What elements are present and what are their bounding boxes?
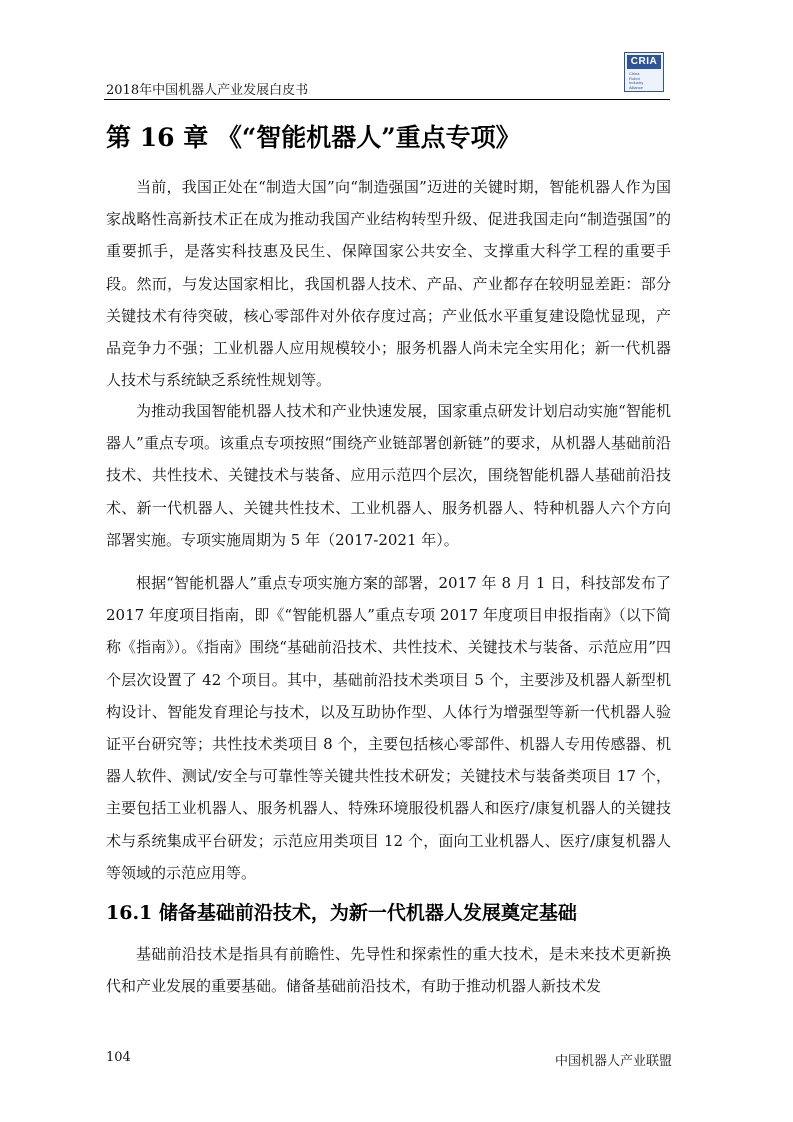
logo-line: Industry: [629, 80, 644, 85]
section-heading: 16.1 储备基础前沿技术，为新一代机器人发展奠定基础: [106, 902, 577, 924]
logo-line: Alliance: [629, 84, 644, 90]
body-paragraph-3: 根据“智能机器人”重点专项实施方案的部署，2017 年 8 月 1 日，科技部发布了 2017 年度项目指南，即《“智能机器人”重点专项 2017 年度项目申报指南》（以下简称《指南》）。《指南》围绕“基础前沿技术、共性技术、关键技术与装备、示范应用”四个层次设置了 42 个项目。其中，基础前沿技术类项目 5 个，主要涉及机器人新型机构设计、智能发育理论与技术，以及互助协作型、人体行为增强型等新一代机器人验证平台研究等；共性技术类项目 8 个，主要包括核心零部件、机器人专用传感器、机器人软件、测试/安全与可靠性等关键共性技术研发；关键技术与装备类项目 17 个，主要包括工业机器人、服务机器人、特殊环境服役机器人和医疗/康复机器人的关键技术与系统集成平台研发；示范应用类项目 12 个，面向工业机器人、医疗/康复机器人等领域的示范应用等。: [106, 574, 671, 882]
body-paragraph-2: 为推动我国智能机器人技术和产业快速发展，国家重点研发计划启动实施“智能机器人”重点专项。该重点专项按照“围绕产业链部署创新链”的要求，从机器人基础前沿技术、共性技术、关键技术与装备、应用示范四个层次，围绕智能机器人基础前沿技术、新一代机器人、关键共性技术、工业机器人、服务机器人、特种机器人六个方向部署实施。专项实施周期为 5 年（2017-2021 年）。: [106, 402, 671, 549]
body-paragraph-1: 当前，我国正处在“制造大国”向“制造强国”迈进的关键时期，智能机器人作为国家战略性高新技术正在成为推动我国产业结构转型升级、促进我国走向“制造强国”的重要抓手，是落实科技惠及民生、保障国家公共安全、支撑重大科学工程的重要手段。然而，与发达国家相比，我国机器人技术、产品、产业都存在较明显差距：部分关键技术有待突破，核心零部件对外依存度过高；产业低水平重复建设隐忧显现，产品竞争力不强；工业机器人应用规模较小；服务机器人尚未完全实用化；新一代机器人技术与系统缺乏系统性规划等。: [106, 178, 671, 390]
section-paragraph: 基础前沿技术是指具有前瞻性、先导性和探索性的重大技术，是未来技术更新换代和产业发展的重要基础。储备基础前沿技术，有助于推动机器人新技术发: [106, 945, 671, 996]
chapter-title: 第 16 章 《“智能机器人”重点专项》: [106, 123, 521, 152]
header-divider: [104, 99, 670, 100]
cria-logo: [624, 52, 664, 92]
cria-logo-text: CRIA: [627, 55, 661, 69]
page-number: 104: [106, 1050, 131, 1065]
running-header-title: 2018年中国机器人产业发展白皮书: [106, 83, 309, 98]
logo-line: Robot: [629, 75, 640, 81]
footer-organization: 中国机器人产业联盟: [554, 1054, 672, 1069]
cria-logo-subtitle: [629, 72, 659, 90]
logo-line: China: [629, 71, 640, 76]
